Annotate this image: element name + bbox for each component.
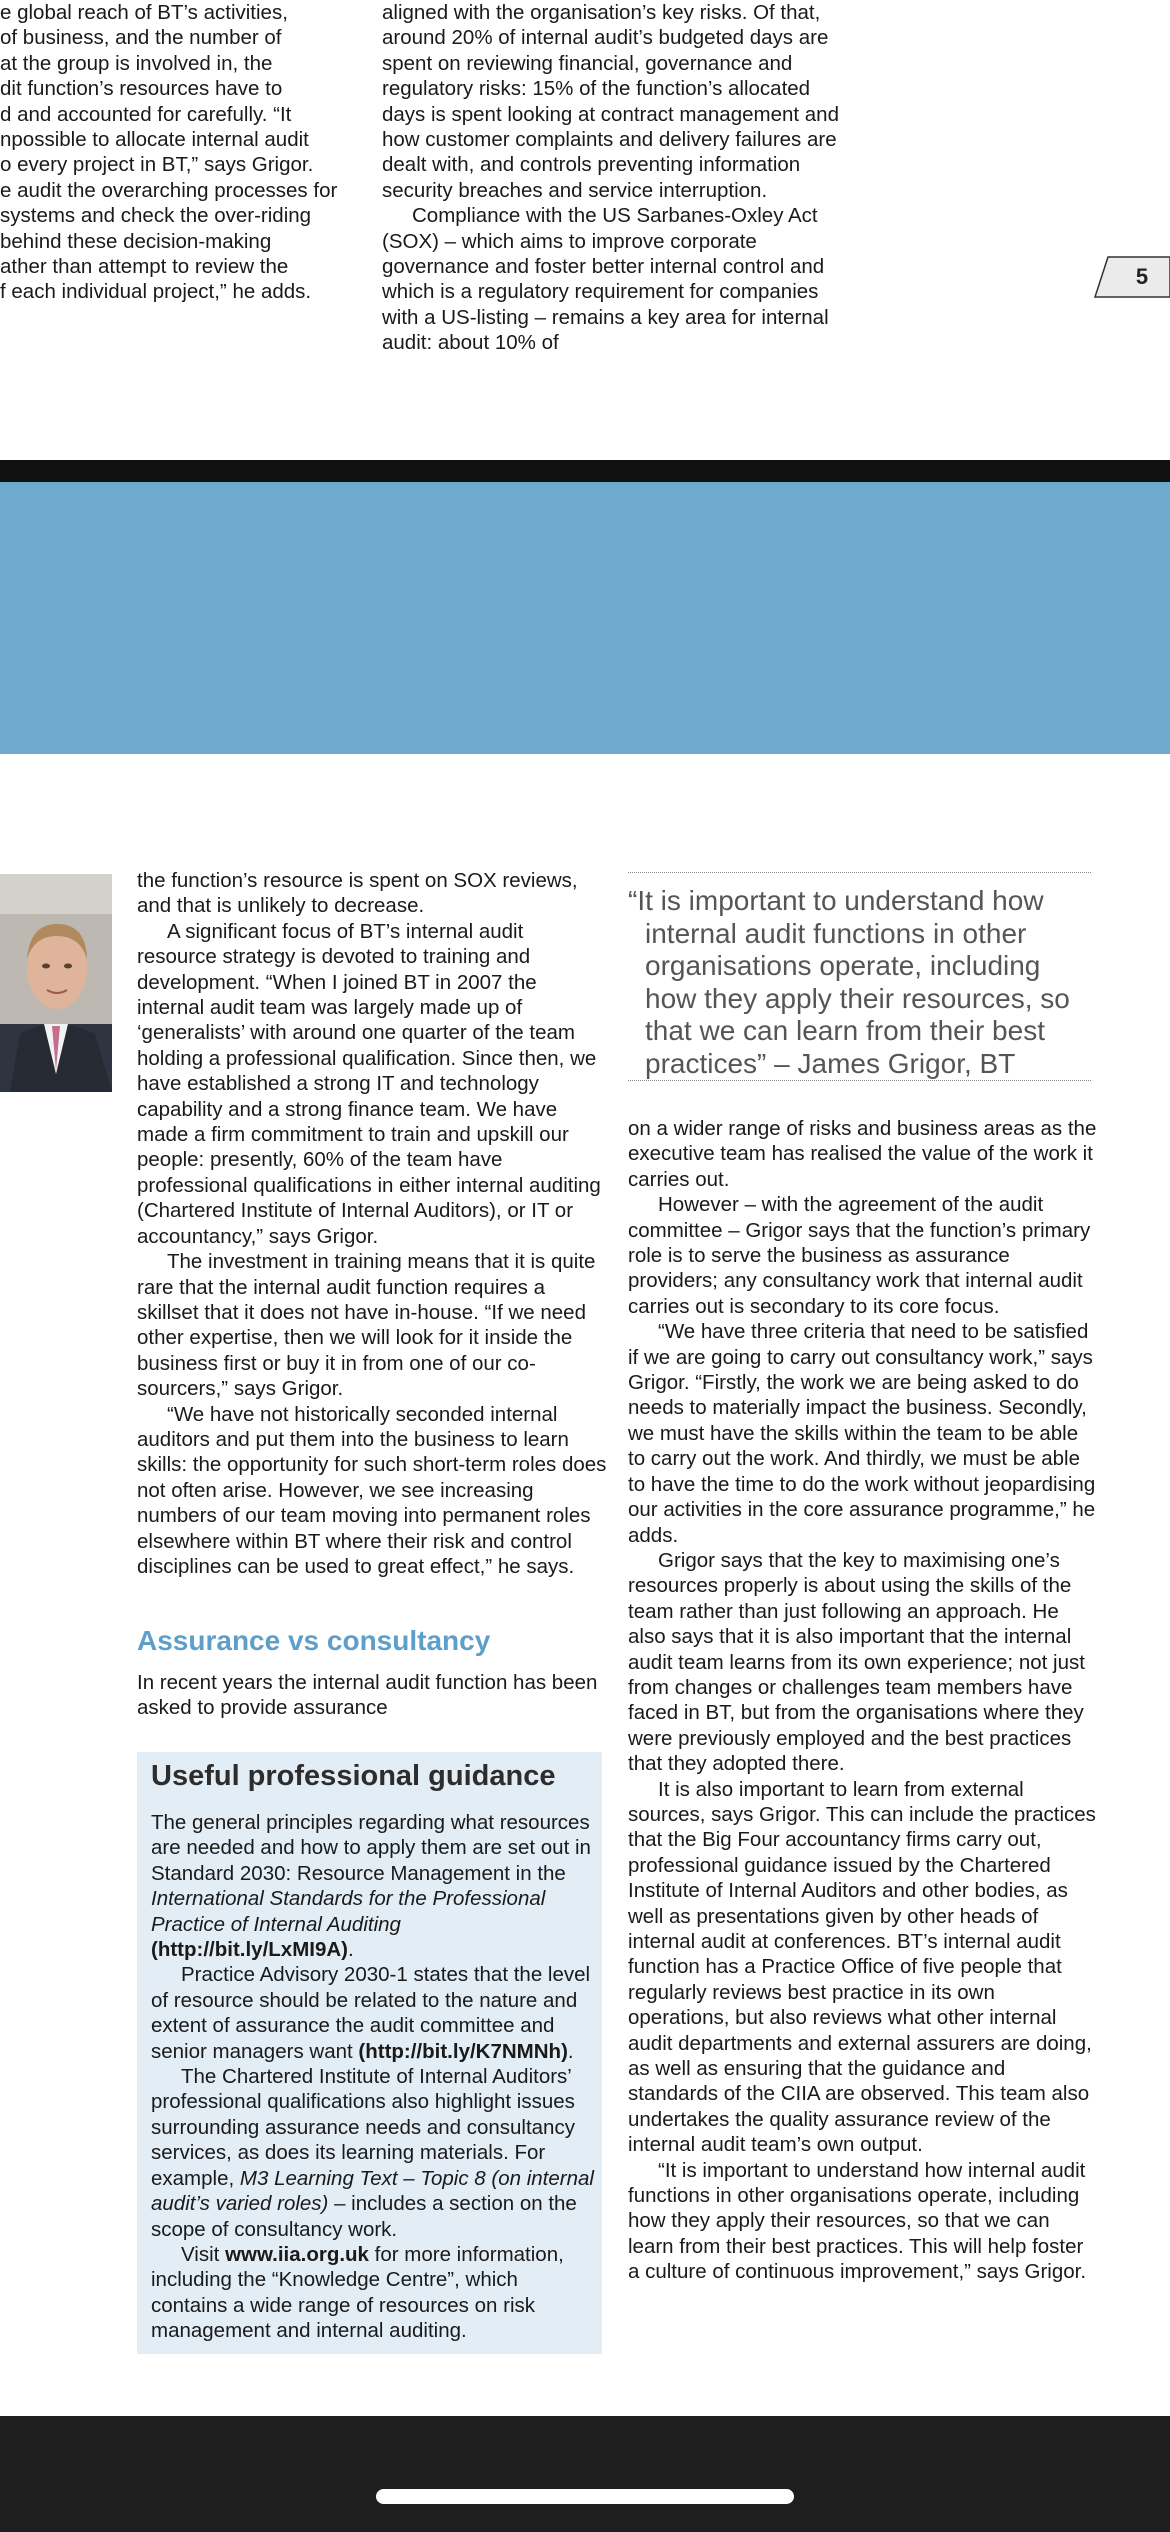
bottom-bar <box>0 2416 1170 2532</box>
text-line: e audit the overarching processes for <box>0 178 338 202</box>
paragraph <box>151 2064 596 2242</box>
paragraph: The investment in training means that it is quite rare that the internal audit function requires a skillset that it does not have in-house. “If we need other expertise, then we will look for it inside the business first or buy it in from one of our co-sourcers,” says Grigor. <box>137 1250 596 1401</box>
text: – includes a section on the scope of consultancy work. <box>151 2192 577 2241</box>
top-right-column <box>382 0 852 356</box>
paragraph: aligned with the organisation’s key risks. Of that, around 20% of internal audit’s budgeted days are spent on reviewing financial, governance and regulatory risks: 15% of the function’s allocated days is spent looking at contract management and how customer complaints and delivery failures are dealt with, and controls preventing information security breaches and service interruption. <box>382 1 839 202</box>
paragraph: Grigor says that the key to maximising one’s resources properly is about using the skills of the team rather than just following an approach. He also says that it is also important that the internal audit team learns from its own experience; not just from changes or challenges team members have faced in BT, but from the organisations where they were previously employed and the best practices that they adopted there. <box>628 1548 1085 1776</box>
guidance-box <box>137 1752 602 2354</box>
quote-rule-top <box>628 872 1091 873</box>
italic-title: International Standards for the Professional Practice of Internal Auditing <box>151 1887 546 1936</box>
guidance-body <box>151 1810 596 2344</box>
text: The general principles regarding what resources are needed and how to apply them are set out in Standard 2030: Resource Management in the <box>151 1811 591 1885</box>
text-line: behind these decision-making <box>0 229 272 253</box>
home-indicator[interactable] <box>376 2489 794 2504</box>
paragraph <box>151 2242 596 2344</box>
text-line: npossible to allocate internal audit <box>0 128 309 152</box>
paragraph: “We have not historically seconded internal auditors and put them into the business to learn skills: the opportunity for such short-term roles does not often arise. However, we see increasing numbers of our team moving into permanent roles elsewhere within BT where their risk and control disciplines can be used to great effect,” he says. <box>137 1402 607 1578</box>
quote-rule-bottom <box>628 1080 1091 1081</box>
person-portrait-image <box>0 874 112 1092</box>
blue-banner <box>0 482 1170 754</box>
text-line: ather than attempt to review the <box>0 255 289 279</box>
paragraph: However – with the agreement of the audit committee – Grigor says that the function’s primary role is to serve the business as assurance providers; any consultancy work that internal audit carries out is secondary to its core focus. <box>628 1193 1091 1318</box>
text: . <box>348 1938 354 1962</box>
page-number-tab <box>1094 256 1170 298</box>
text-line: o every project in BT,” says Grigor. <box>0 153 314 177</box>
portrait-photo <box>0 874 112 1092</box>
text-line: systems and check the over-riding <box>0 204 312 228</box>
paragraph: “We have three criteria that need to be satisfied if we are going to carry out consultancy work,” says Grigor. “Firstly, the work we are being asked to do needs to materially impact the business. Secondly, we must have the skills within the team to be able to carry out the work. And thirdly, we must be able to have the time to do the work without jeopardising our activities in the core assurance programme,” he adds. <box>628 1320 1096 1547</box>
link-text[interactable]: www.iia.org.uk <box>225 2242 369 2266</box>
paragraph: the function’s resource is spent on SOX reviews, and that is unlikely to decrease. <box>137 869 578 918</box>
text-line: dit function’s resources have to <box>0 77 283 101</box>
paragraph: It is also important to learn from external sources, says Grigor. This can include the practices that the Big Four accountancy firms carry out, professional guidance issued by the Chartered Institute of Internal Auditors and other bodies, as well as presentations given by other heads of internal audit at conferences. BT’s internal audit function has a Practice Office of five people that regularly reviews best practice in its own operations, but also reviews what other internal audit departments and external assurers are doing, as well as ensuring that the guidance and standards of the CIIA are observed. This team also undertakes the quality assurance review of the internal audit team’s own output. <box>628 1777 1096 2157</box>
pull-quote: “It is important to understand how internal audit functions in other organisations operate, including how they apply their resources, so that we can learn from their best practices” – James Grigor, BT <box>628 885 1070 1079</box>
link-text[interactable]: (http://bit.ly/K7NMNh) <box>358 2039 568 2063</box>
text-line: d and accounted for carefully. “It <box>0 102 292 126</box>
section-heading: Assurance vs consultancy <box>137 1625 491 1656</box>
mid-right-column <box>628 1116 1098 2285</box>
paragraph: on a wider range of risks and business areas as the executive team has realised the value of the work it carries out. <box>628 1117 1097 1191</box>
paragraph <box>151 1810 596 1962</box>
paragraph: A significant focus of BT’s internal audit resource strategy is devoted to training and development. “When I joined BT in 2007 the internal audit team was largely made up of ‘generalists’ with around one quarter of the team holding a professional qualification. Since then, we have established a strong IT and technology capability and a strong finance team. We have made a firm commitment to train and upskill our people: presently, 60% of the team have professional qualifications in either internal auditing (Chartered Institute of Internal Auditors), or IT or accountancy,” says Grigor. <box>137 919 601 1248</box>
text-line: f each individual project,” he adds. <box>0 280 312 304</box>
text: The Chartered Institute of Internal Auditors’ professional qualifications also highlight issues surrounding assurance needs and consultancy services, as does its learning materials. For example, <box>151 2065 575 2190</box>
paragraph: “It is important to understand how internal audit functions in other organisations operate, including how they apply their resources, so that we can learn from their best practices. This will help foster a culture of continuous improvement,” says Grigor. <box>628 2158 1087 2284</box>
guidance-title: Useful professional guidance <box>151 1760 556 1792</box>
mid-left-column <box>137 868 607 1579</box>
italic-title: M3 Learning Text – Topic 8 (on internal audit’s varied roles) <box>151 2166 594 2216</box>
text: Visit <box>181 2242 226 2266</box>
text-line: of business, and the number of <box>0 26 282 50</box>
paragraph: Compliance with the US Sarbanes-Oxley Act (SOX) – which aims to improve corporate governance and foster better internal control and which is a regulatory requirement for companies with a US-listing – remains a key area for internal audit: about 10% of <box>382 204 829 355</box>
link-text[interactable]: (http://bit.ly/LxMI9A) <box>151 1938 349 1962</box>
black-band <box>0 460 1170 482</box>
page-number: 5 <box>1135 264 1149 289</box>
paragraph <box>151 1962 596 2064</box>
top-left-column <box>0 0 360 305</box>
text: Practice Advisory 2030-1 states that the level of resource should be related to the nature and extent of assurance the audit committee and senior managers want <box>151 1963 591 2063</box>
text-line: at the group is involved in, the <box>0 51 273 75</box>
text: . <box>567 2039 574 2063</box>
text-line: e global reach of BT’s activities, <box>0 1 288 24</box>
paragraph: In recent years the internal audit function has been asked to provide assurance <box>137 1671 598 1720</box>
text: for more information, including the “Knowledge Centre”, which contains a wide range of resources on risk management and internal auditing. <box>151 2242 564 2343</box>
